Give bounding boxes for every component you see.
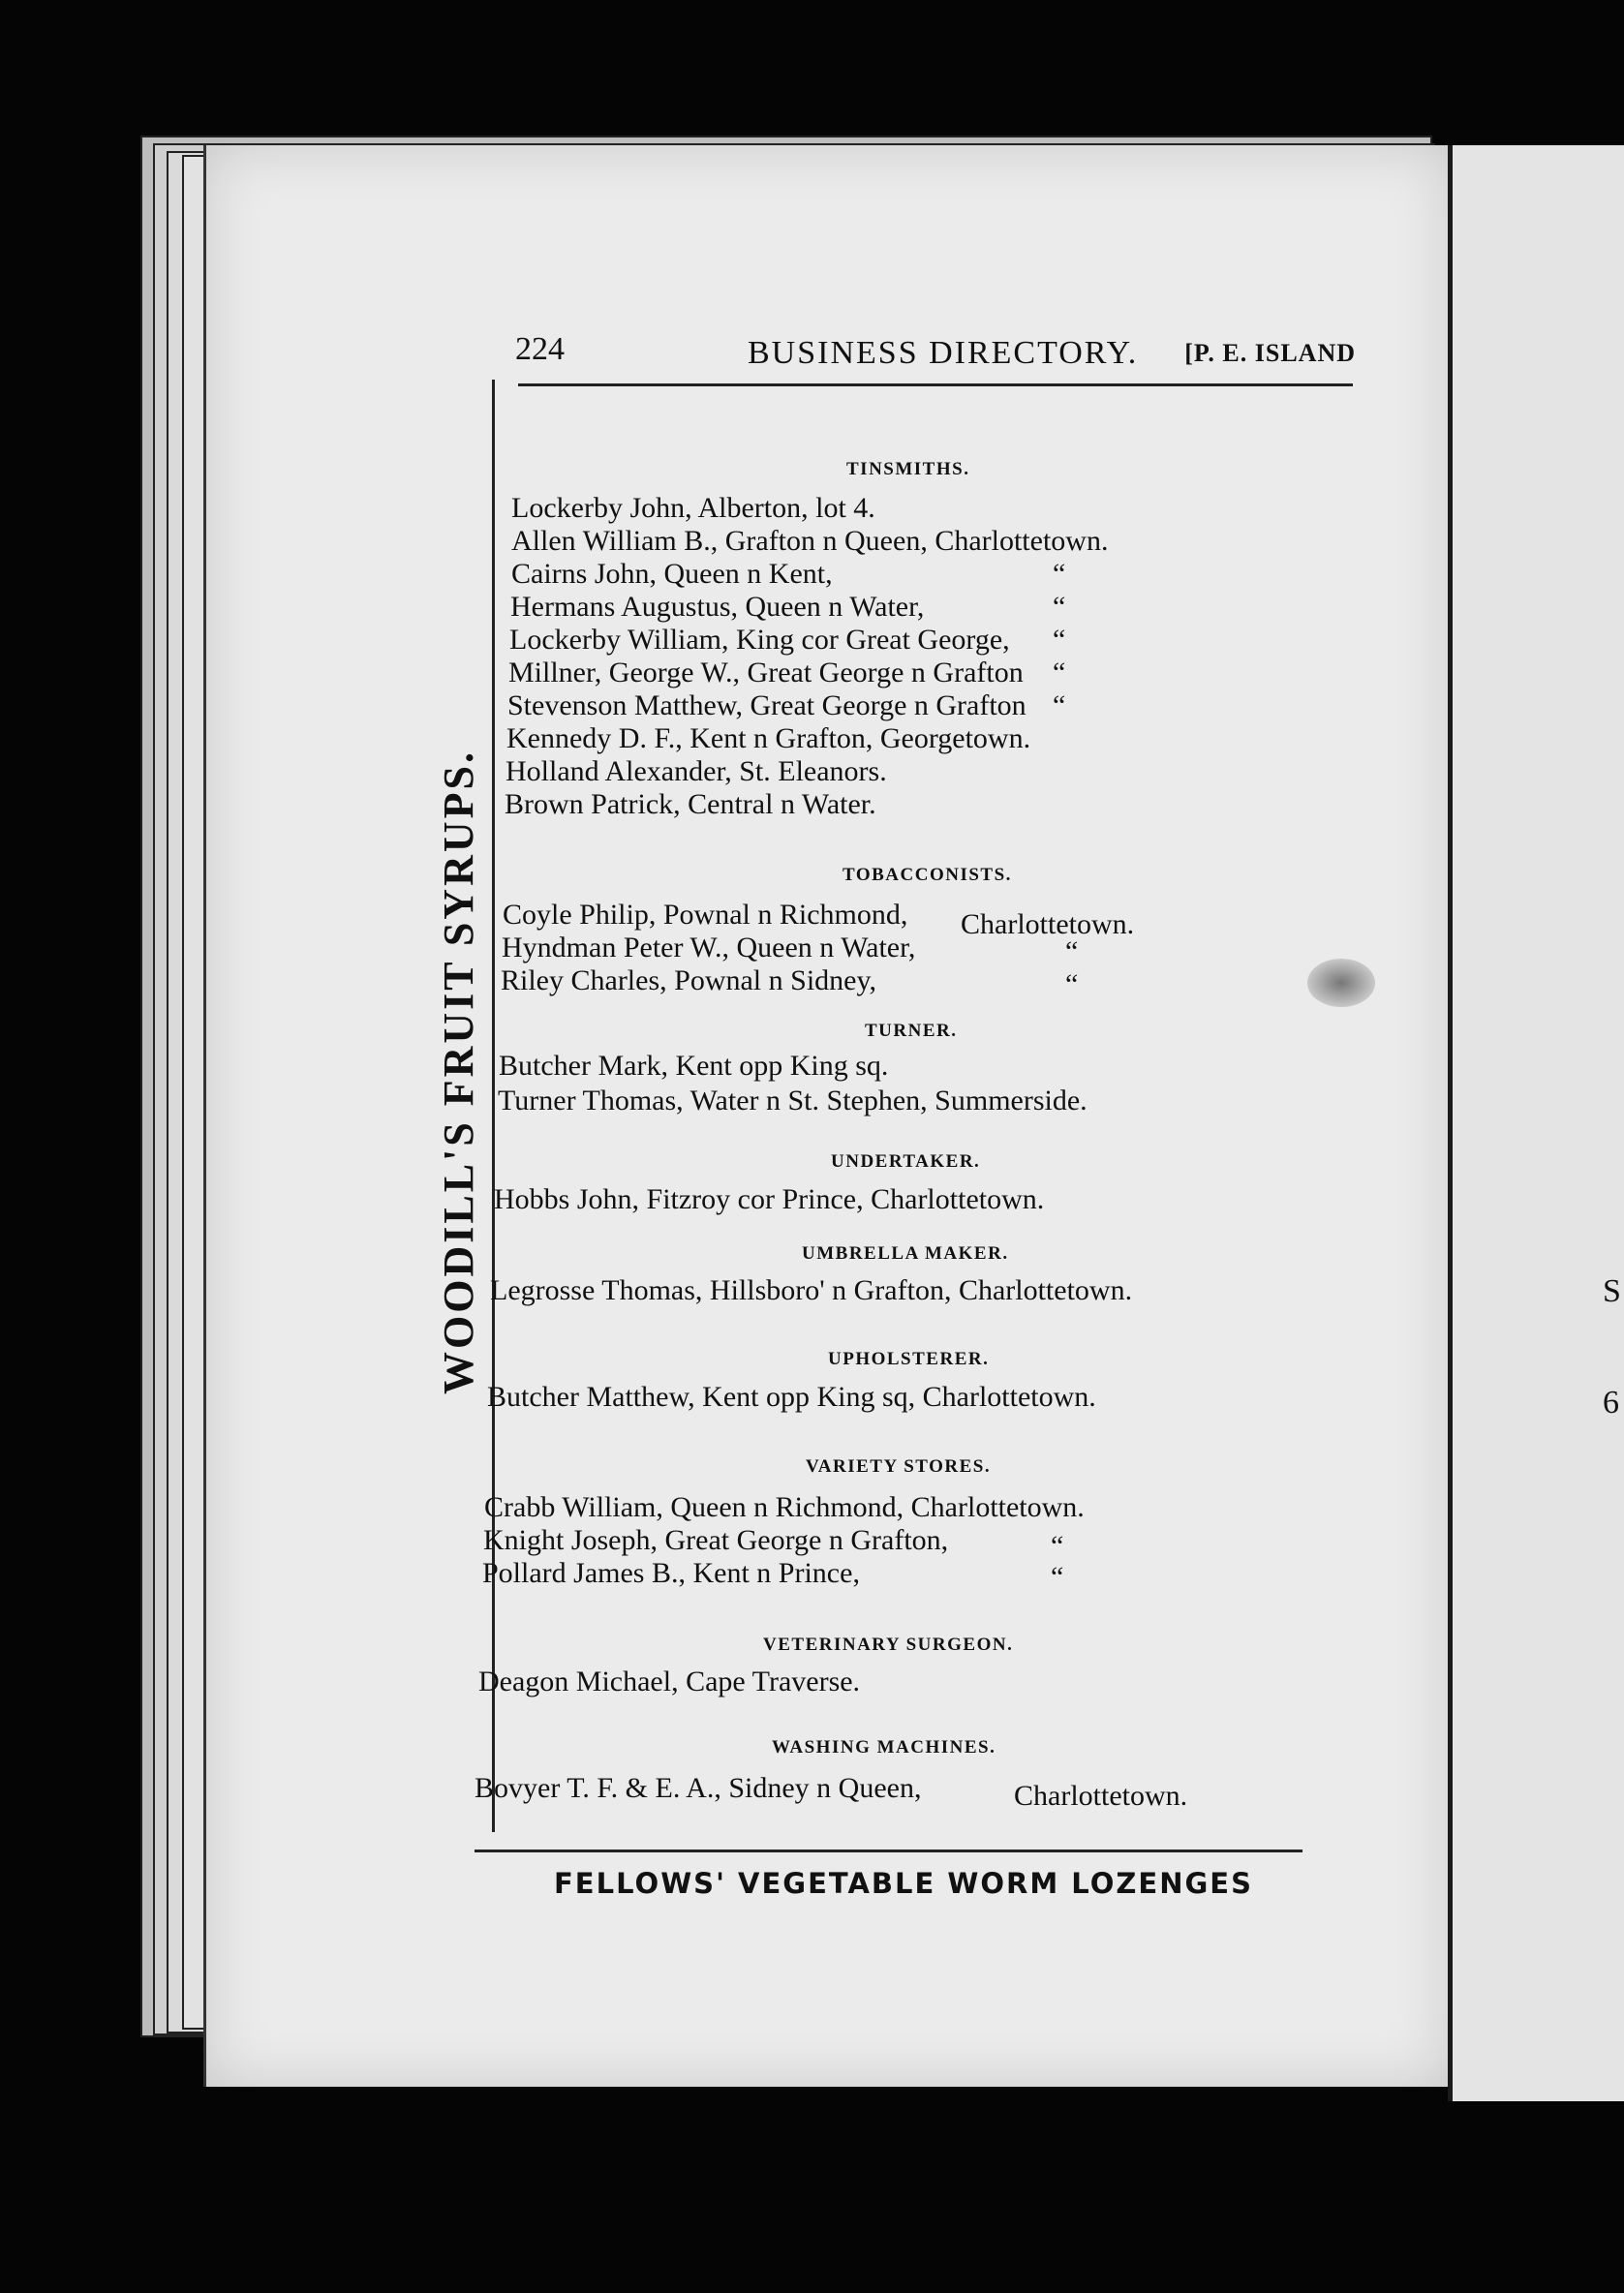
ditto-mark: “ <box>1053 624 1066 656</box>
section-heading: TURNER. <box>865 1021 958 1041</box>
side-advertisement: WOODILL'S FRUIT SYRUPS. <box>435 749 482 1394</box>
facing-page-edge <box>1448 145 1624 2101</box>
directory-entry: Bovyer T. F. & E. A., Sidney n Queen, <box>475 1772 922 1804</box>
footer-rule <box>475 1850 1302 1852</box>
header-rule <box>518 383 1353 386</box>
ink-smudge <box>1307 959 1375 1007</box>
directory-entry: Deagon Michael, Cape Traverse. <box>478 1666 861 1697</box>
section-heading: UNDERTAKER. <box>831 1151 981 1172</box>
directory-entry: Lockerby William, King cor Great George, <box>509 624 1010 656</box>
section-heading: VETERINARY SURGEON. <box>763 1635 1014 1655</box>
ditto-mark: “ <box>1051 1561 1064 1593</box>
facing-page-letter: S <box>1603 1273 1621 1309</box>
ditto-mark: “ <box>1053 689 1066 721</box>
directory-entry: Pollard James B., Kent n Prince, <box>482 1557 860 1589</box>
section-heading: TINSMITHS. <box>846 459 970 479</box>
page-number: 224 <box>515 331 565 367</box>
ditto-mark: “ <box>1065 935 1079 967</box>
directory-entry: Crabb William, Queen n Richmond, Charlottetown. <box>484 1491 1085 1523</box>
directory-entry: Brown Patrick, Central n Water. <box>505 788 876 820</box>
running-title: BUSINESS DIRECTORY. <box>748 335 1139 371</box>
directory-entry: Knight Joseph, Great George n Grafton, <box>483 1524 949 1556</box>
ditto-mark: “ <box>1051 1530 1064 1562</box>
directory-entry: Lockerby John, Alberton, lot 4. <box>511 492 875 524</box>
footer-advertisement: FELLOWS' VEGETABLE WORM LOZENGES <box>554 1867 1254 1900</box>
ditto-mark: “ <box>1053 591 1066 623</box>
margin-rule <box>492 380 495 1832</box>
ditto-mark: “ <box>1053 558 1066 590</box>
directory-entry: Hermans Augustus, Queen n Water, <box>510 591 925 623</box>
directory-entry: Stevenson Matthew, Great George n Grafton <box>507 689 1026 721</box>
running-header <box>515 331 1356 380</box>
section-heading: TOBACCONISTS. <box>843 865 1012 885</box>
section-heading: WASHING MACHINES. <box>772 1737 996 1758</box>
directory-entry: Cairns John, Queen n Kent, <box>511 558 833 590</box>
directory-entry: Riley Charles, Pownal n Sidney, <box>501 964 877 996</box>
directory-entry: Legrosse Thomas, Hillsboro' n Grafton, Charlottetown. <box>490 1274 1133 1306</box>
facing-page-digit: 6 <box>1603 1385 1619 1421</box>
section-heading: VARIETY STORES. <box>806 1456 992 1477</box>
directory-entry: Turner Thomas, Water n St. Stephen, Summerside. <box>498 1085 1088 1116</box>
running-section: [P. E. ISLAND <box>1184 339 1356 367</box>
directory-entry: Kennedy D. F., Kent n Grafton, Georgetown. <box>506 722 1031 754</box>
directory-entry: Hyndman Peter W., Queen n Water, <box>502 932 916 963</box>
directory-entry: Millner, George W., Great George n Grafton <box>508 657 1024 688</box>
directory-entry: Butcher Mark, Kent opp King sq. <box>499 1050 889 1082</box>
directory-entry: Holland Alexander, St. Eleanors. <box>506 755 887 787</box>
directory-place: Charlottetown. <box>1014 1780 1188 1812</box>
section-heading: UMBRELLA MAKER. <box>802 1243 1009 1264</box>
directory-entry: Butcher Matthew, Kent opp King sq, Charlottetown. <box>487 1381 1096 1413</box>
directory-entry: Hobbs John, Fitzroy cor Prince, Charlottetown. <box>494 1183 1045 1215</box>
directory-entry: Coyle Philip, Pownal n Richmond, <box>503 899 908 931</box>
ditto-mark: “ <box>1065 968 1079 1000</box>
ditto-mark: “ <box>1053 657 1066 688</box>
directory-place: Charlottetown. <box>961 908 1135 940</box>
section-heading: UPHOLSTERER. <box>828 1349 990 1369</box>
directory-entry: Allen William B., Grafton n Queen, Charlottetown. <box>511 525 1109 557</box>
